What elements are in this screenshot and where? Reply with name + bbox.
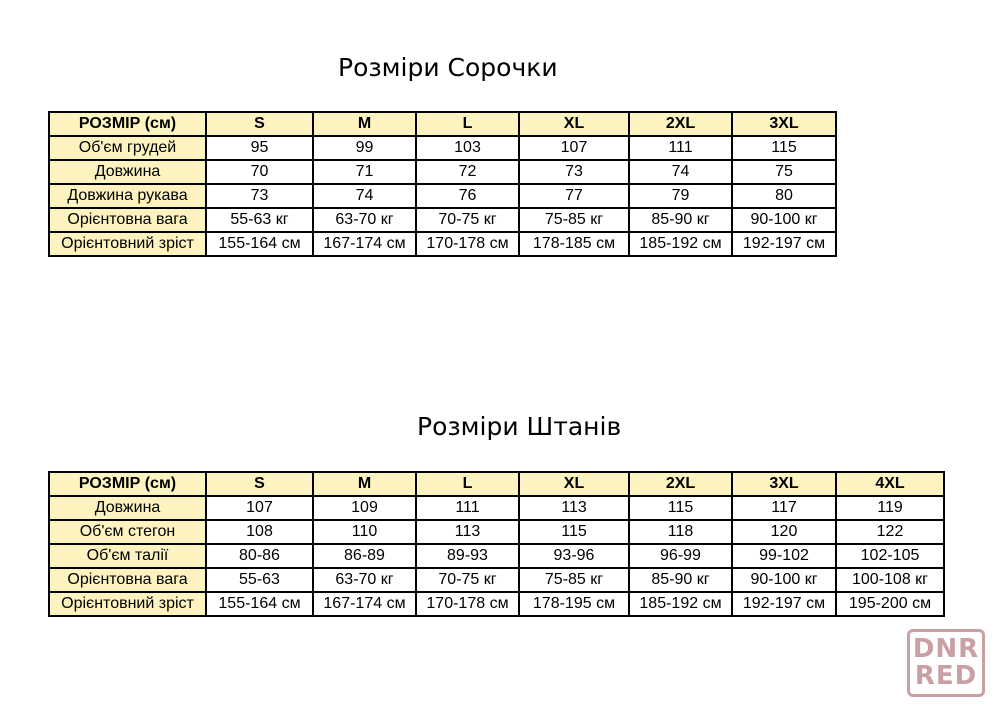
- table-cell: 192-197 см: [732, 232, 836, 256]
- table-row: [49, 568, 944, 592]
- table-cell: 89-93: [416, 544, 519, 568]
- table-cell: 71: [313, 160, 416, 184]
- table-cell: 111: [629, 136, 732, 160]
- table-cell: 55-63 кг: [206, 208, 313, 232]
- watermark-line-2: RED: [914, 661, 978, 691]
- table-row: [49, 160, 836, 184]
- column-header: L: [416, 472, 519, 496]
- table-cell: 100-108 кг: [836, 568, 944, 592]
- column-header: РОЗМІР (см): [49, 472, 206, 496]
- pants-size-table: [48, 471, 945, 617]
- table-header-row: [49, 472, 944, 496]
- row-label: Об'єм талії: [49, 544, 206, 568]
- table-cell: 74: [629, 160, 732, 184]
- table-row: [49, 520, 944, 544]
- row-label: Орієнтовний зріст: [49, 592, 206, 616]
- table-cell: 75-85 кг: [519, 208, 629, 232]
- column-header: 3XL: [732, 472, 836, 496]
- table-cell: 75: [732, 160, 836, 184]
- table-cell: 76: [416, 184, 519, 208]
- table-cell: 90-100 кг: [732, 568, 836, 592]
- column-header: M: [313, 112, 416, 136]
- table-cell: 167-174 см: [313, 592, 416, 616]
- row-label: Орієнтовна вага: [49, 208, 206, 232]
- row-label: Довжина: [49, 160, 206, 184]
- table-cell: 170-178 см: [416, 592, 519, 616]
- table-cell: 155-164 см: [206, 592, 313, 616]
- table-cell: 85-90 кг: [629, 568, 732, 592]
- table-cell: 99: [313, 136, 416, 160]
- table-cell: 170-178 см: [416, 232, 519, 256]
- table-cell: 79: [629, 184, 732, 208]
- table-cell: 155-164 см: [206, 232, 313, 256]
- row-label: Об'єм стегон: [49, 520, 206, 544]
- table-cell: 73: [519, 160, 629, 184]
- table-row: [49, 208, 836, 232]
- watermark-line-1: DNR: [912, 634, 980, 664]
- table-cell: 90-100 кг: [732, 208, 836, 232]
- table-cell: 55-63: [206, 568, 313, 592]
- table-cell: 192-197 см: [732, 592, 836, 616]
- row-label: Довжина рукава: [49, 184, 206, 208]
- table-cell: 70-75 кг: [416, 568, 519, 592]
- table-cell: 167-174 см: [313, 232, 416, 256]
- row-label: Довжина: [49, 496, 206, 520]
- table-cell: 85-90 кг: [629, 208, 732, 232]
- table-cell: 178-195 см: [519, 592, 629, 616]
- table-cell: 119: [836, 496, 944, 520]
- column-header: 2XL: [629, 112, 732, 136]
- table-cell: 108: [206, 520, 313, 544]
- table-cell: 122: [836, 520, 944, 544]
- row-label: Орієнтовний зріст: [49, 232, 206, 256]
- table-cell: 86-89: [313, 544, 416, 568]
- column-header: XL: [519, 112, 629, 136]
- column-header: M: [313, 472, 416, 496]
- table-cell: 107: [519, 136, 629, 160]
- table-cell: 111: [416, 496, 519, 520]
- dnr-red-watermark: [907, 629, 985, 697]
- table-cell: 77: [519, 184, 629, 208]
- table-cell: 95: [206, 136, 313, 160]
- table-cell: 63-70 кг: [313, 568, 416, 592]
- table-cell: 96-99: [629, 544, 732, 568]
- table-cell: 113: [519, 496, 629, 520]
- column-header: S: [206, 112, 313, 136]
- shirt-size-title: Розміри Сорочки: [338, 53, 558, 82]
- table-cell: 113: [416, 520, 519, 544]
- table-cell: 185-192 см: [629, 232, 732, 256]
- table-cell: 99-102: [732, 544, 836, 568]
- column-header: S: [206, 472, 313, 496]
- table-cell: 195-200 см: [836, 592, 944, 616]
- table-cell: 118: [629, 520, 732, 544]
- table-cell: 185-192 см: [629, 592, 732, 616]
- column-header: РОЗМІР (см): [49, 112, 206, 136]
- column-header: 3XL: [732, 112, 836, 136]
- table-cell: 72: [416, 160, 519, 184]
- table-cell: 178-185 см: [519, 232, 629, 256]
- table-cell: 63-70 кг: [313, 208, 416, 232]
- table-row: [49, 592, 944, 616]
- table-row: [49, 496, 944, 520]
- table-cell: 70: [206, 160, 313, 184]
- column-header: 4XL: [836, 472, 944, 496]
- table-row: [49, 184, 836, 208]
- table-cell: 80-86: [206, 544, 313, 568]
- table-cell: 73: [206, 184, 313, 208]
- table-cell: 80: [732, 184, 836, 208]
- row-label: Об'єм грудей: [49, 136, 206, 160]
- table-cell: 103: [416, 136, 519, 160]
- table-cell: 117: [732, 496, 836, 520]
- table-row: [49, 544, 944, 568]
- table-cell: 93-96: [519, 544, 629, 568]
- table-cell: 120: [732, 520, 836, 544]
- table-cell: 107: [206, 496, 313, 520]
- pants-size-title: Розміри Штанів: [417, 412, 622, 441]
- table-header-row: [49, 112, 836, 136]
- table-cell: 70-75 кг: [416, 208, 519, 232]
- table-cell: 115: [732, 136, 836, 160]
- column-header: XL: [519, 472, 629, 496]
- table-cell: 102-105: [836, 544, 944, 568]
- table-cell: 115: [519, 520, 629, 544]
- column-header: 2XL: [629, 472, 732, 496]
- row-label: Орієнтовна вага: [49, 568, 206, 592]
- shirt-size-table: [48, 111, 837, 257]
- table-cell: 115: [629, 496, 732, 520]
- table-row: [49, 232, 836, 256]
- table-row: [49, 136, 836, 160]
- table-cell: 110: [313, 520, 416, 544]
- table-cell: 109: [313, 496, 416, 520]
- table-cell: 75-85 кг: [519, 568, 629, 592]
- column-header: L: [416, 112, 519, 136]
- table-cell: 74: [313, 184, 416, 208]
